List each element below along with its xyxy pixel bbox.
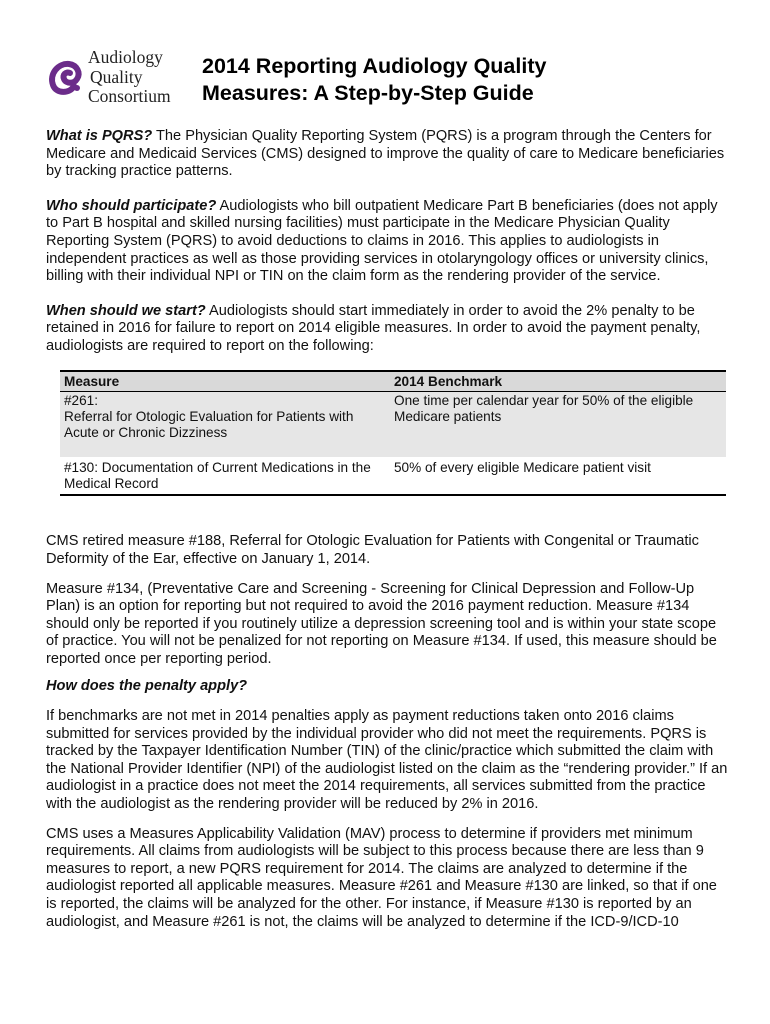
- pqrs-text: The Physician Quality Reporting System (PQRS) is a program through the Centers for Medicare and Medicaid Services (CMS) designed to improve the quality of care to Medicare beneficiaries by tracking practice patterns.: [46, 128, 725, 180]
- participate-text: Audiologists who bill outpatient Medicare Part B beneficiaries (does not apply to Part B hospital and skilled nursing facilities) must participate in the Medicare Physician Quality Reporting System (PQRS) to avoid deductions to claims in 2016. This applies to audiologists in independent practices as well as those providing services in otolaryngology offices or university clinics, billing with their individual NPI or TIN on the claim form as the rendering provider of the service.: [46, 197, 718, 285]
- participate-question: Who should participate?: [46, 197, 217, 214]
- measure-column-header: Measure: [60, 371, 390, 392]
- title-line-1: 2014 Reporting Audiology Quality: [202, 54, 547, 78]
- retired-measure-paragraph: CMS retired measure #188, Referral for Otologic Evaluation for Patients with Congenital or Traumatic Deformity of the Ear, effective on January 1, 2014.: [46, 533, 699, 567]
- pqrs-question: What is PQRS?: [46, 128, 153, 144]
- table-row: [60, 457, 726, 496]
- measure-description: Referral for Otologic Evaluation for Patients with Acute or Chronic Dizziness: [64, 409, 354, 441]
- consortium-swirl-icon: [44, 48, 86, 110]
- logo-line-2: Quality: [90, 66, 143, 87]
- document-body: [46, 128, 728, 931]
- measure-cell: [60, 391, 390, 456]
- logo-line-1: Audiology: [88, 47, 163, 67]
- page-title: [202, 53, 546, 107]
- participate-paragraph: [46, 198, 728, 286]
- start-paragraph: [46, 303, 728, 356]
- logo: [44, 48, 192, 110]
- measure-cell: #130: Documentation of Current Medications in the Medical Record: [60, 457, 390, 496]
- start-text: Audiologists should start immediately in order to avoid the 2% penalty to be retained in 2016 for failure to report on 2014 eligible measures. In order to avoid the payment penalty, audiologists are required to report on the following:: [46, 302, 701, 354]
- benchmark-column-header: 2014 Benchmark: [390, 371, 726, 392]
- measures-table: [60, 370, 726, 497]
- table-header-row: [60, 371, 726, 392]
- title-line-2: Measures: A Step-by-Step Guide: [202, 81, 534, 105]
- benchmark-cell: 50% of every eligible Medicare patient visit: [390, 457, 726, 496]
- mav-paragraph: CMS uses a Measures Applicability Validation (MAV) process to determine if providers met minimum requirements. All claims from audiologists will be subject to this process because there are less than 9 measures to report, a new PQRS requirement for 2014. The claims are analyzed to determine if the audiologist reported all applicable measures. Measure #261 and Measure #130 are linked, so that if one is reported, the claims will be analyzed for the other. For instance, if Measure #130 is reported by an audiologist, and Measure #261 is not, the claims will be analyzed to determine if the ICD-9/ICD-10: [46, 825, 717, 930]
- measure-number: #261:: [64, 392, 99, 408]
- table-row: [60, 391, 726, 456]
- logo-line-3: Consortium: [88, 86, 171, 106]
- benchmark-cell: One time per calendar year for 50% of the eligible Medicare patients: [390, 391, 726, 456]
- logo-text: [88, 48, 171, 107]
- penalty-heading: How does the penalty apply?: [46, 678, 248, 695]
- start-question: When should we start?: [46, 302, 206, 319]
- pqrs-paragraph: [46, 128, 728, 181]
- measure-134-paragraph: Measure #134, (Preventative Care and Screening - Screening for Clinical Depression and Follow-Up Plan) is an option for reporting but not required to avoid the 2016 payment reduction. Measure #134 should only be reported if you routinely utilize a depression screening tool and is within your state scope of practice. You will not be penalized for not reporting on Measure #134. If used, this measure should be reported once per reporting period.: [46, 580, 717, 667]
- penalty-paragraph: If benchmarks are not met in 2014 penalties apply as payment reductions taken onto 2016 claims submitted for services provided by the individual provider who did not meet the requirements. PQRS is tracked by the Taxpayer Identification Number (TIN) of the clinic/practice which submitted the claim with the National Provider Identifier (NPI) of the audiologist listed on the claim as the “rendering provider.” If an audiologist in a practice does not meet the 2014 requirements, all services submitted from the practice with the audiologist as the rendering provider will be reduced by 2% in 2016.: [46, 708, 728, 813]
